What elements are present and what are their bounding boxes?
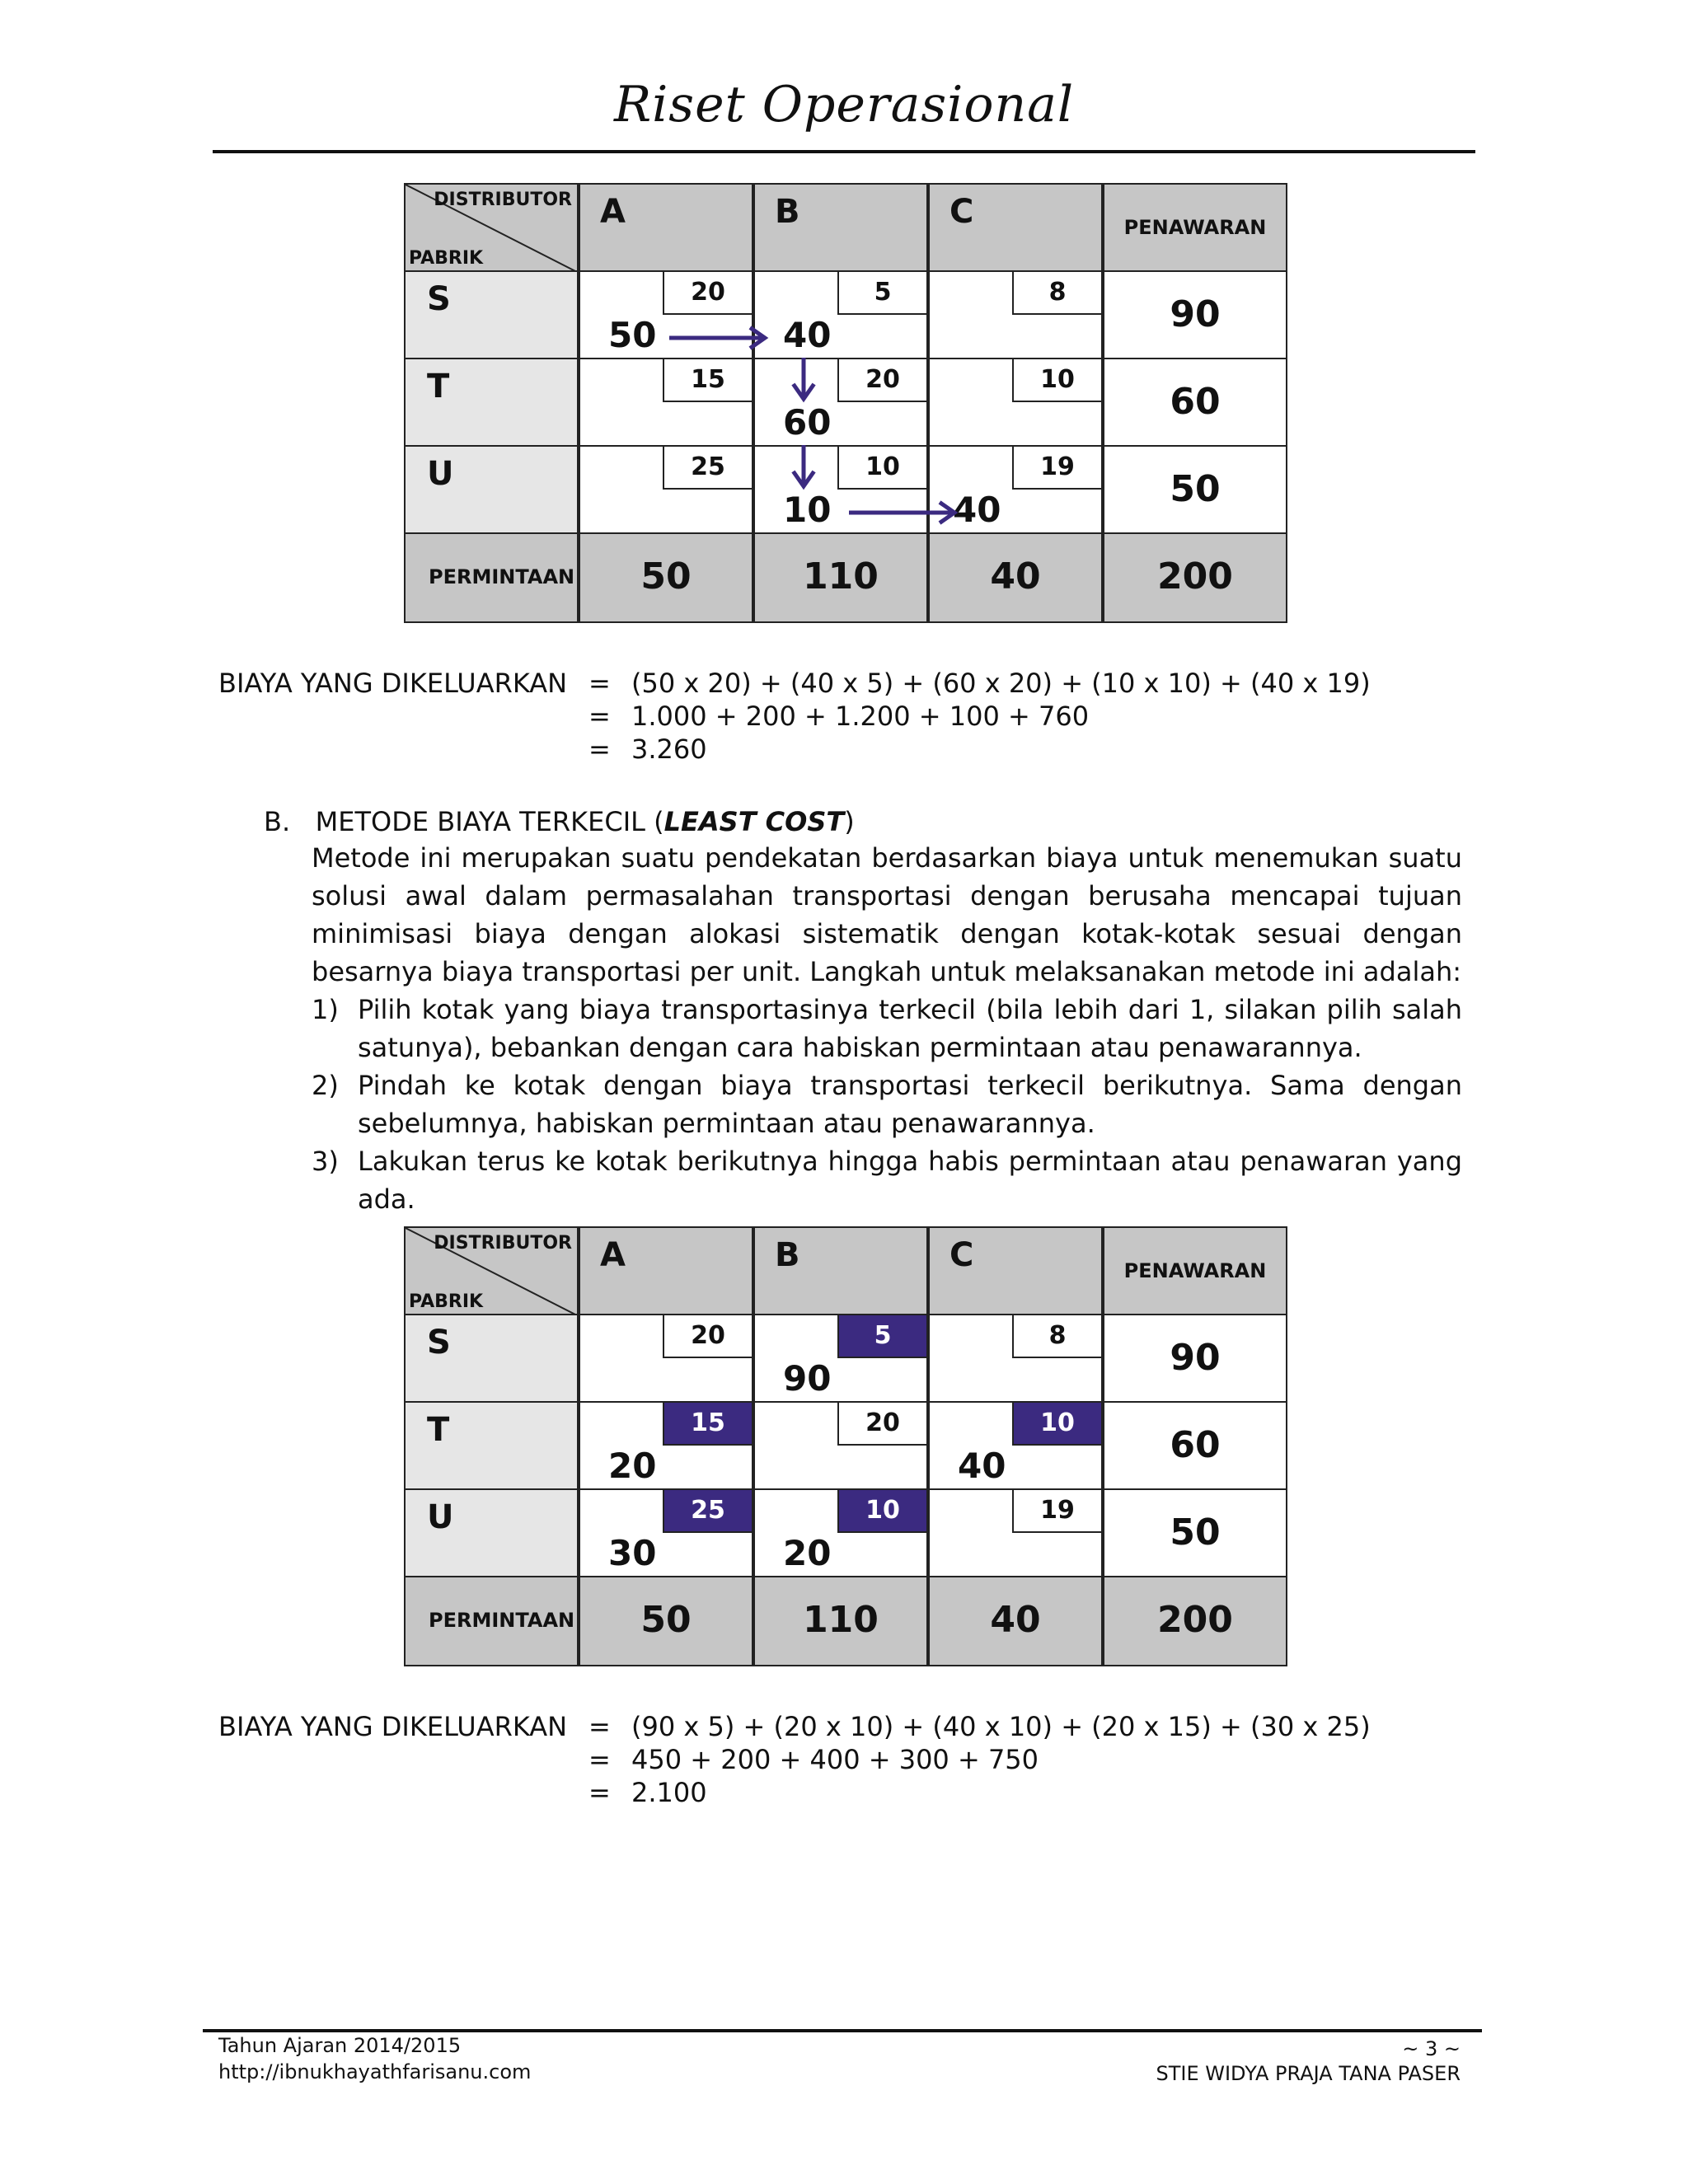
- table-cell: [579, 1488, 753, 1579]
- table-cell: [753, 1488, 928, 1579]
- table-cell: [579, 1401, 753, 1492]
- row-letter: S: [427, 1324, 451, 1361]
- section-b-title-text: METODE BIAYA TERKECIL (: [315, 806, 664, 837]
- column-letter: A: [600, 1236, 626, 1274]
- row-letter: U: [427, 455, 454, 493]
- allocation-value: 40: [783, 315, 832, 355]
- row-header-u: [404, 1488, 579, 1579]
- list-item: [312, 1066, 1462, 1142]
- unit-cost-box: 10: [1012, 1403, 1101, 1446]
- demand-value: 50: [640, 1599, 692, 1641]
- cost1-eq1: =: [588, 668, 611, 699]
- demand-label: PERMINTAAN: [429, 1609, 575, 1632]
- unit-cost-box: 15: [663, 1403, 752, 1446]
- supply-cell: [1103, 1401, 1287, 1492]
- allocation-value: 20: [608, 1446, 657, 1486]
- total-value: 200: [1157, 1599, 1233, 1641]
- section-b-title: [264, 806, 855, 837]
- footer-rule: [203, 2029, 1482, 2032]
- allocation-value: 20: [783, 1533, 832, 1573]
- demand-label: PERMINTAAN: [429, 565, 575, 588]
- allocation-value: 10: [783, 490, 832, 530]
- step-number: 1): [312, 994, 339, 1025]
- unit-cost-box: 5: [837, 272, 926, 315]
- cost2-eq3: =: [588, 1777, 611, 1808]
- step-number: 2): [312, 1070, 339, 1101]
- cost2-eq2: =: [588, 1744, 611, 1775]
- table-cell: [753, 1314, 928, 1404]
- column-letter: B: [775, 1236, 800, 1274]
- column-header-b: [753, 1226, 928, 1317]
- column-header-c: [928, 1226, 1103, 1317]
- cost1-line2: 1.000 + 200 + 1.200 + 100 + 760: [631, 701, 1090, 732]
- row-letter: T: [427, 368, 450, 405]
- unit-cost-box: 8: [1012, 1315, 1101, 1358]
- demand-cell: [928, 1576, 1103, 1666]
- column-letter: C: [950, 1236, 974, 1274]
- table-cell: [928, 1488, 1103, 1579]
- supply-header-label: PENAWARAN: [1123, 1259, 1267, 1282]
- unit-cost-box: 19: [1012, 447, 1101, 490]
- step-number: 3): [312, 1146, 339, 1177]
- unit-cost-box: 20: [663, 1315, 752, 1358]
- row-letter: T: [427, 1411, 450, 1449]
- unit-cost-box: 10: [837, 1490, 926, 1533]
- corner-distributor-label: DISTRIBUTOR: [434, 1233, 572, 1254]
- unit-cost-box: 15: [663, 359, 752, 402]
- allocation-value: 40: [958, 1446, 1006, 1486]
- section-b-paragraph: Metode ini merupakan suatu pendekatan berdasarkan biaya untuk menemukan suatu solusi awal dalam permasalahan transportasi dengan berusaha mencapai tujuan minimisasi biaya dengan alokasi sistematik dengan kotak-kotak sesuai dengan besarnya biaya transportasi per unit. Langkah untuk melaksanakan metode ini adalah:: [312, 842, 1462, 987]
- supply-cell: [1103, 1488, 1287, 1579]
- allocation-path-arrows: [404, 183, 1287, 623]
- supply-value: 60: [1170, 381, 1221, 423]
- corner-pabrik-label: PABRIK: [409, 248, 484, 269]
- supply-value: 90: [1170, 293, 1221, 335]
- unit-cost-box: 5: [837, 1315, 926, 1358]
- footer-academic-year: Tahun Ajaran 2014/2015: [218, 2034, 462, 2057]
- unit-cost-box: 20: [837, 1403, 926, 1446]
- supply-value: 50: [1170, 1511, 1221, 1554]
- unit-cost-box: 20: [837, 359, 926, 402]
- cost2-eq1: =: [588, 1711, 611, 1742]
- section-b-title-end: ): [844, 806, 855, 837]
- table-cell: [928, 1314, 1103, 1404]
- row-header-t: [404, 1401, 579, 1492]
- row-header-s: [404, 1314, 579, 1404]
- step-text: Pindah ke kotak dengan biaya transportasi terkecil berikutnya. Sama dengan sebelumnya, habiskan permintaan atau penawarannya.: [358, 1070, 1462, 1139]
- corner-pabrik-label: PABRIK: [409, 1291, 484, 1312]
- unit-cost-box: 25: [663, 447, 752, 490]
- unit-cost-box: 8: [1012, 272, 1101, 315]
- step-text: Lakukan terus ke kotak berikutnya hingga habis permintaan atau penawaran yang ada.: [358, 1146, 1462, 1215]
- cost2-line3: 2.100: [631, 1777, 707, 1808]
- list-item: [312, 991, 1462, 1066]
- footer-institution: STIE WIDYA PRAJA TANA PASER: [1156, 2062, 1461, 2085]
- steps-list: [312, 991, 1462, 1218]
- table-cell: [579, 1314, 753, 1404]
- unit-cost-box: 20: [663, 272, 752, 315]
- footer-page-number: ~ 3 ~: [1402, 2037, 1461, 2060]
- corner-cell: [404, 1226, 579, 1317]
- column-header-a: [579, 1226, 753, 1317]
- unit-cost-box: 19: [1012, 1490, 1101, 1533]
- transport-table-northwest: [404, 183, 1287, 623]
- column-letter: B: [775, 193, 800, 231]
- total-cell: [1103, 1576, 1287, 1666]
- allocation-value: 40: [953, 490, 1001, 530]
- unit-cost-box: 25: [663, 1490, 752, 1533]
- demand-cell: [753, 1576, 928, 1666]
- demand-value: 110: [803, 555, 879, 598]
- column-letter: C: [950, 193, 974, 231]
- supply-value: 90: [1170, 1337, 1221, 1379]
- corner-distributor-label: DISTRIBUTOR: [434, 190, 572, 210]
- cost1-label: BIAYA YANG DIKELUARKAN: [218, 668, 568, 699]
- cost1-eq3: =: [588, 733, 611, 765]
- cost2-label: BIAYA YANG DIKELUARKAN: [218, 1711, 568, 1742]
- supply-value: 60: [1170, 1424, 1221, 1466]
- allocation-value: 60: [783, 402, 832, 443]
- demand-value: 110: [803, 1599, 879, 1641]
- allocation-value: 30: [608, 1533, 657, 1573]
- demand-value: 40: [990, 555, 1041, 598]
- column-letter: A: [600, 193, 626, 231]
- demand-value: 40: [990, 1599, 1041, 1641]
- row-letter: S: [427, 280, 451, 318]
- allocation-value: 90: [783, 1358, 832, 1399]
- cost2-line2: 450 + 200 + 400 + 300 + 750: [631, 1744, 1039, 1775]
- header-rule: [213, 150, 1475, 153]
- row-letter: U: [427, 1498, 454, 1536]
- unit-cost-box: 10: [837, 447, 926, 490]
- unit-cost-box: 10: [1012, 359, 1101, 402]
- table-cell: [753, 1401, 928, 1492]
- cost1-line1: (50 x 20) + (40 x 5) + (60 x 20) + (10 x 10) + (40 x 19): [631, 668, 1371, 699]
- cost1-line3: 3.260: [631, 733, 707, 765]
- total-value: 200: [1157, 555, 1233, 598]
- footer-url: http://ibnukhayathfarisanu.com: [218, 2060, 532, 2083]
- section-b-marker: B.: [264, 806, 291, 837]
- supply-header-label: PENAWARAN: [1123, 216, 1267, 239]
- list-item: [312, 1142, 1462, 1218]
- cost1-eq2: =: [588, 701, 611, 732]
- supply-header: [1103, 1226, 1287, 1317]
- page-title: Riset Operasional: [613, 76, 1075, 134]
- section-b-title-emph: LEAST COST: [663, 806, 845, 837]
- step-text: Pilih kotak yang biaya transportasinya terkecil (bila lebih dari 1, silakan pilih salah satunya), bebankan dengan cara habiskan permintaan atau penawarannya.: [358, 994, 1462, 1063]
- demand-cell: [579, 1576, 753, 1666]
- allocation-value: 50: [608, 315, 657, 355]
- cost2-line1: (90 x 5) + (20 x 10) + (40 x 10) + (20 x 15) + (30 x 25): [631, 1711, 1371, 1742]
- supply-value: 50: [1170, 468, 1221, 510]
- transport-table-least-cost: [404, 1226, 1287, 1666]
- table-cell: [928, 1401, 1103, 1492]
- supply-cell: [1103, 1314, 1287, 1404]
- demand-value: 50: [640, 555, 692, 598]
- demand-row-header: [404, 1576, 579, 1666]
